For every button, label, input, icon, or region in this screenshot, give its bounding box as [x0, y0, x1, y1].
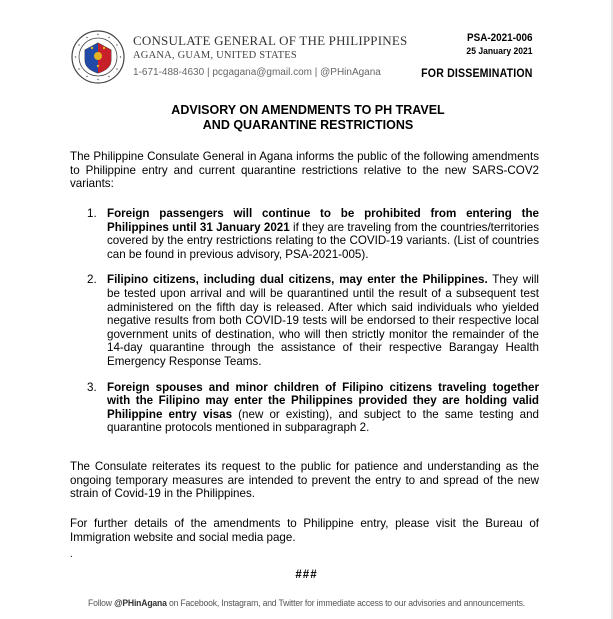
consulate-location: AGANA, GUAM, UNITED STATES — [133, 50, 297, 61]
list-number: 3. — [87, 380, 97, 394]
end-mark: ### — [295, 569, 318, 581]
list-number: 1. — [87, 207, 97, 220]
title-line-2: AND QUARANTINE RESTRICTIONS — [202, 118, 414, 132]
amendments-list — [87, 207, 539, 447]
list-item-text: (new or existing), and subject to the same testing and quarantine protocols mentioned in subparagraph 2. — [107, 407, 539, 435]
list-item-bold: Foreign spouses and minor children of Filipino citizens traveling together with the Filipino may enter the Philippines provided they are holding valid Philippine entry visas — [107, 380, 539, 421]
list-item-bold: Filipino citizens, including dual citizens, may enter the Philippines. — [107, 273, 488, 287]
footer-handle: @PHinAgana — [114, 598, 167, 609]
dissemination-label: FOR DISSEMINATION — [421, 66, 533, 80]
list-number: 2. — [87, 273, 97, 287]
further-details-paragraph: For further details of the amendments to Philippine entry, please visit the Bureau of Immigration website and social media page. — [70, 517, 539, 544]
advisory-number: PSA-2021-006 — [467, 32, 533, 44]
footer-prefix: Follow — [87, 598, 115, 609]
intro-paragraph: The Philippine Consulate General in Agana informs the public of the following amendments to Philippine entry and current quarantine restrictions relative to the new SARS-COV2 variants: — [70, 150, 539, 191]
footer-suffix: on Facebook, Instagram, and Twitter for immediate access to our advisories and announcements. — [166, 598, 526, 609]
advisory-date: 25 January 2021 — [466, 46, 533, 57]
consulate-seal-icon — [71, 30, 125, 84]
list-item — [87, 207, 539, 261]
consulate-contact: 1-671-488-4630 | pcgagana@gmail.com | @PHinAgana — [133, 67, 381, 78]
closing-paragraph: The Consulate reiterates its request to the public for patience and understanding as the ongoing temporary measures are intended to prevent the entry to and spread of the new strain of Covid-19 in the Philippines. — [70, 460, 539, 501]
title-line-1: ADVISORY ON AMENDMENTS TO PH TRAVEL — [171, 103, 445, 117]
consulate-name: CONSULATE GENERAL OF THE PHILIPPINES — [133, 33, 408, 48]
list-item-text: They will be tested upon arrival and will be quarantined until the result of a subsequent test administered on the fifth day is released. After which said individuals who yielded negative results from both COVID-19 tests will be endorsed to their respective local government units of destination, who will then strictly monitor the remainder of the 14-day quarantine through the assistance of their respective Barangay Health Emergency Response Teams. — [107, 273, 540, 368]
list-item — [87, 273, 539, 368]
list-item-bold: Foreign passengers will continue to be prohibited from entering the Philippines until 31 January 2021 — [107, 207, 539, 234]
social-footer — [31, 598, 583, 609]
list-item-text: if they are traveling from the countries/territories covered by the entry restrictions relating to the COVID-19 variants. (List of countries can be found in previous advisory, PSA-2021-005). — [107, 220, 539, 261]
stray-dot: . — [70, 549, 73, 560]
consulate-letterhead — [133, 33, 407, 81]
advisory-reference — [406, 31, 533, 81]
list-item — [87, 381, 539, 435]
advisory-title — [70, 103, 546, 133]
